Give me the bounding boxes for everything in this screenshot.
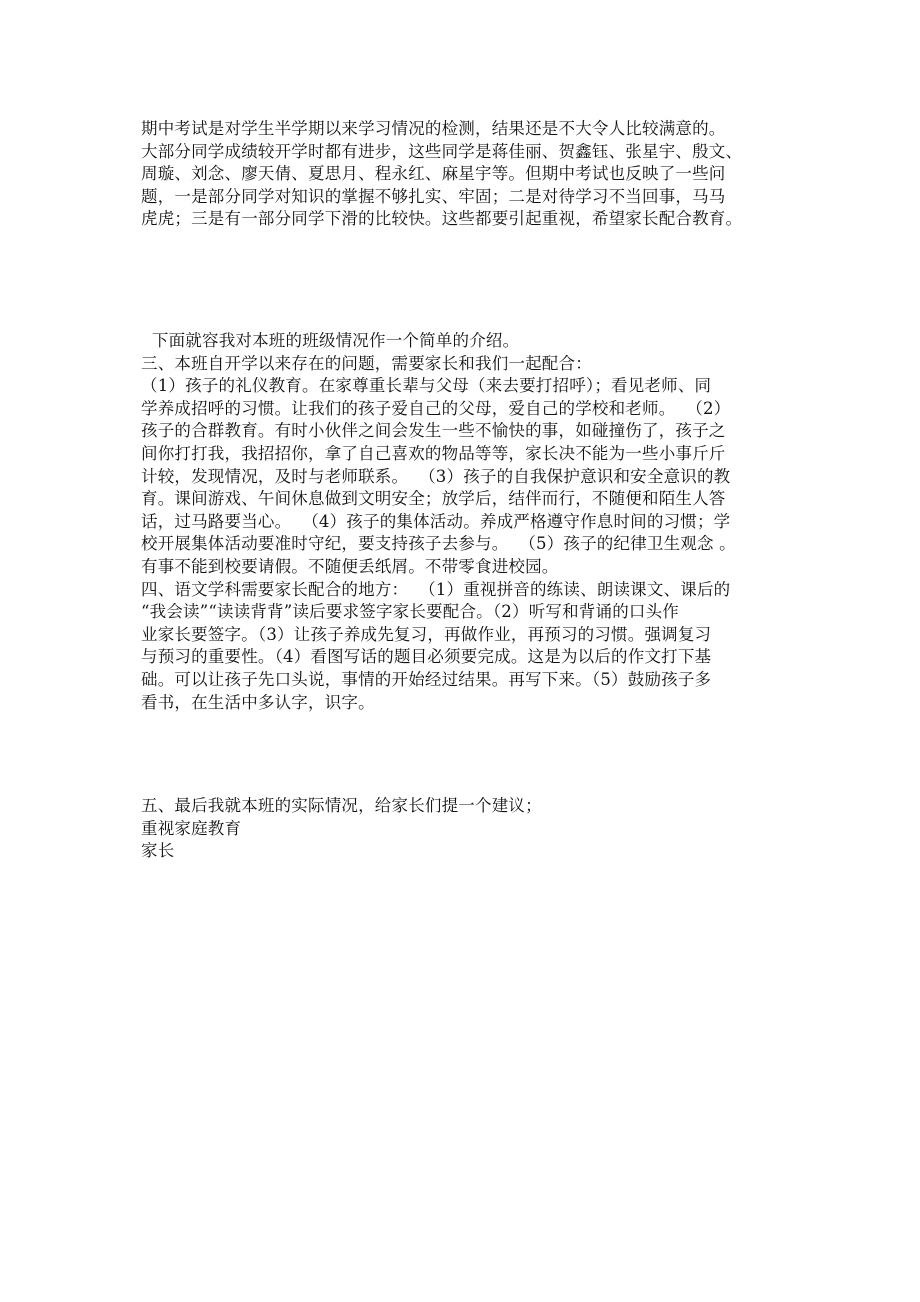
text-line: 期中考试是对学生半学期以来学习情况的检测，结果还是不大令人比较满意的。 [141,119,726,138]
paragraph-class-situation [141,330,791,714]
section-heading-three: 三、本班自开学以来存在的问题，需要家长和我们一起配合： [141,353,592,373]
text-line: 有事不能到校要请假。不随便丢纸屑。不带零食进校园。 [141,556,559,576]
text-line: 础。可以让孩子先口头说，事情的开始经过结果。再写下来。（5）鼓励孩子多 [141,669,712,689]
section-heading-four: 四、语文学科需要家长配合的地方： （1）重视拼音的练读、朗读课文、课后的 [141,579,731,599]
text-line: 大部分同学成绩较开学时都有进步，这些同学是蒋佳丽、贺鑫钰、张星宇、殷文、 [141,141,743,161]
text-line: （1）孩子的礼仪教育。在家尊重长辈与父母（来去要打招呼）；看见老师、同 [141,376,712,396]
paragraph-suggestion [141,795,791,863]
text-line: 下面就容我对本班的班级情况作一个简单的介绍。 [141,331,520,350]
text-line: 育。课间游戏、午间休息做到文明安全；放学后，结伴而行，不随便和陌生人答 [141,489,726,509]
text-line: “我会读”“读读背背”读后要求签字家长要配合。（2）听写和背诵的口头作 [141,602,679,622]
text-line: 业家长要签字。（3）让孩子养成先复习，再做作业，再预习的习惯。强调复习 [141,624,712,644]
text-line: 题，一是部分同学对知识的掌握不够扎实、牢固；二是对待学习不当回事，马马 [141,186,726,206]
text-line: 间你打打我，我招招你，拿了自己喜欢的物品等等，家长决不能为一些小事斤斤 [141,443,726,463]
text-line: 学养成招呼的习惯。让我们的孩子爱自己的父母，爱自己的学校和老师。 （2） [141,398,731,418]
text-line: 计较，发现情况，及时与老师联系。 （3）孩子的自我保护意识和安全意识的教 [141,466,731,486]
text-line: 重视家庭教育 [141,818,242,838]
text-line: 孩子的合群教育。有时小伙伴之间会发生一些不愉快的事，如碰撞伤了，孩子之 [141,421,726,441]
text-line: 校开展集体活动要准时守纪，要支持孩子去参与。 （5）孩子的纪律卫生观念 。 [141,534,736,554]
text-line: 话，过马路要当心。 （4）孩子的集体活动。养成严格遵守作息时间的习惯；学 [141,511,731,531]
paragraph-midterm-summary [141,118,791,231]
text-line: 虎虎；三是有一部分同学下滑的比较快。这些都要引起重视，希望家长配合教育。 [141,209,743,229]
text-line: 家长 [141,841,175,861]
text-line: 与预习的重要性。（4）看图写话的题目必须要完成。这是为以后的作文打下基 [141,647,712,667]
section-heading-five: 五、最后我就本班的实际情况，给家长们提一个建议； [141,796,542,815]
text-line: 看书，在生活中多认字，识字。 [141,692,375,712]
text-line: 周璇、刘念、廖天倩、夏思月、程永红、麻星宇等。但期中考试也反映了一些问 [141,164,726,184]
